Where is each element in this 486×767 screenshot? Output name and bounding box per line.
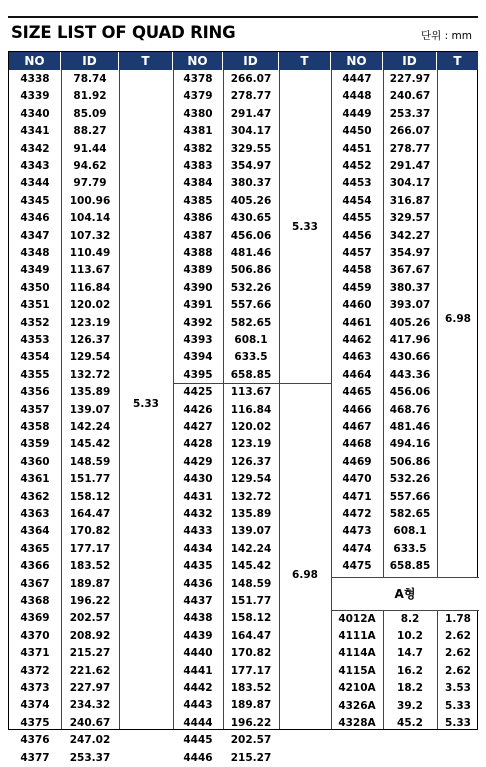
table-cell-no: 4378 [183,73,213,85]
table-cell-no: 4439 [183,629,213,642]
table-cell-id: 196.22 [230,716,272,729]
table-cell-no: 4366 [20,560,50,573]
table-cell-id: 240.67 [69,716,111,729]
table-cell-no: 4457 [342,247,372,259]
table-cell-no: 4395 [183,368,213,381]
table-cell-no: 4471 [342,490,372,503]
table-cell-no: 4460 [342,299,372,312]
table-cell-id: 221.62 [69,664,111,677]
table-cell-id: 126.37 [69,334,111,346]
table-cell-no: 4370 [20,629,50,642]
table-cell-id: 113.67 [69,264,111,277]
table-cell-no: 4338 [20,73,50,85]
table-cell-no: 4364 [20,525,50,538]
table-cell-no: 4454 [342,194,372,207]
table-cell-id: 532.26 [230,281,272,294]
table-cell-id: 132.72 [69,368,111,381]
table-cell-id: 129.54 [69,351,111,364]
table-cell-no: 4432 [183,508,213,520]
table-cell-id: 380.37 [230,177,272,190]
table-cell-no: 4360 [20,455,50,468]
table-cell-no: 4427 [183,421,213,433]
table-cell-id: 158.12 [230,612,272,625]
table-cell-no: 4438 [183,612,213,625]
table-cell-id: 129.54 [230,473,272,486]
table-cell-no: 4358 [20,421,50,433]
table-cell-id: 126.37 [230,455,272,468]
table-cell-t: 3.53 [445,682,471,695]
table-cell-id: 145.42 [69,438,111,451]
table-cell-id: 142.24 [230,542,272,555]
table-cell-id: 354.97 [389,247,431,259]
table-cell-no: 4359 [20,438,50,451]
table-cell-no: 4437 [183,595,213,607]
table-cell-no: 4386 [183,212,213,225]
table-cell-id: 189.87 [230,699,272,712]
table-cell-id: 393.07 [389,299,431,312]
table-cell-no: 4467 [342,421,372,433]
table-cell-no: 4436 [183,577,213,590]
table-cell-no: 4380 [183,107,213,120]
table-cell-id: 380.37 [389,281,431,294]
table-cell-no: 4451 [342,142,372,155]
table-cell-id: 78.74 [73,73,107,85]
table-cell-t: 6.98 [445,312,471,325]
table-cell-id: 582.65 [389,508,431,520]
table-cell-id: 107.32 [69,229,111,242]
table-cell-id: 120.02 [69,299,111,312]
table-cell-no: 4392 [183,316,213,329]
table-cell-id: 120.02 [230,421,272,433]
table-cell-id: 123.19 [230,438,272,451]
table-cell-id: 481.46 [389,421,431,433]
table-cell-no: 4444 [183,716,213,729]
table-cell-id: 183.52 [230,682,272,694]
table-cell-no: 4387 [183,229,213,242]
table-cell-no: 4453 [342,177,372,190]
table-cell-no: 4376 [20,734,50,747]
table-cell-id: 177.17 [69,542,111,555]
table-cell-no: 4390 [183,281,213,294]
column-header: T [279,52,331,70]
table-cell-no: 4464 [342,368,372,381]
table-cell-id: 177.17 [230,664,272,677]
table-cell-no: 4447 [342,73,372,85]
grid-line [173,383,331,384]
table-cell-no: 4473 [342,525,372,538]
table-cell-id: 304.17 [389,177,431,190]
table-cell-no: 4350 [20,281,50,294]
size-table [8,51,478,764]
table-cell-no: 4445 [183,734,213,747]
column-header: NO [331,52,383,70]
table-cell-id: 608.1 [393,525,427,538]
table-cell-id: 208.92 [69,629,111,642]
table-cell-no: 4347 [20,229,50,242]
table-cell-id: 304.17 [230,125,272,138]
table-cell-id: 88.27 [73,125,107,138]
table-cell-no: 4362 [20,490,50,503]
column-header: T [437,52,479,70]
table-cell-id: 291.47 [389,160,431,172]
table-cell-id: 85.09 [73,107,107,120]
table-cell-id: 557.66 [389,490,431,503]
table-cell-id: 430.65 [230,212,272,225]
table-cell-id: 253.37 [389,107,431,120]
table-cell-no: 4434 [183,542,213,555]
table-cell-id: 329.57 [389,212,431,225]
table-cell-t: 1.78 [445,612,471,625]
table-cell-no: 4472 [342,508,372,520]
table-cell-id: 97.79 [73,177,107,190]
table-cell-id: 14.7 [397,647,423,660]
table-cell-no: 4385 [183,194,213,207]
table-cell-no: 4474 [342,542,372,555]
table-cell-id: 10.2 [397,630,423,642]
table-cell-id: 170.82 [69,525,111,538]
table-cell-no: 4114A [338,647,376,660]
table-cell-no: 4425 [183,386,213,399]
table-cell-id: 291.47 [230,107,272,120]
table-cell-no: 4111A [338,630,376,642]
table-cell-t: 6.98 [292,568,318,581]
table-cell-no: 4372 [20,664,50,677]
table-cell-no: 4448 [342,90,372,103]
table-cell-id: 189.87 [69,577,111,590]
table-cell-no: 4356 [20,386,50,399]
table-cell-id: 151.77 [69,473,111,486]
table-cell-no: 4367 [20,577,50,590]
table-cell-id: 116.84 [230,403,272,416]
table-cell-id: 240.67 [389,90,431,103]
table-cell-no: 4440 [183,647,213,660]
table-cell-t: 2.62 [445,647,471,660]
table-cell-id: 430.66 [389,351,431,364]
table-cell-no: 4470 [342,473,372,486]
table-cell-id: 405.26 [230,194,272,207]
table-cell-no: 4459 [342,281,372,294]
table-cell-no: 4426 [183,403,213,416]
table-cell-no: 4475 [342,560,372,573]
column-header: NO [9,52,61,70]
table-cell-id: 91.44 [73,142,107,155]
table-cell-id: 139.07 [69,403,111,416]
table-cell-no: 4326A [338,699,376,712]
table-cell-no: 4383 [183,160,213,172]
table-cell-id: 405.26 [389,316,431,329]
table-cell-no: 4468 [342,438,372,451]
table-cell-no: 4369 [20,612,50,625]
table-cell-id: 329.55 [230,142,272,155]
table-cell-no: 4452 [342,160,372,172]
table-cell-id: 45.2 [397,717,423,729]
table-cell-id: 227.97 [389,73,431,85]
table-cell-id: 658.85 [389,560,431,573]
table-cell-no: 4339 [20,90,50,103]
table-cell-id: 266.07 [389,125,431,138]
table-cell-t: 2.62 [445,664,471,677]
table-cell-id: 151.77 [230,595,272,607]
table-cell-no: 4388 [183,247,213,259]
table-cell-no: 4346 [20,212,50,225]
table-cell-no: 4433 [183,525,213,538]
table-cell-no: 4345 [20,194,50,207]
column-header: ID [61,52,119,70]
table-cell-id: 104.14 [69,212,111,225]
unit-label: 단위 : mm [421,30,472,42]
table-cell-id: 494.16 [389,438,431,451]
table-cell-id: 135.89 [230,508,272,520]
table-cell-id: 342.27 [389,229,431,242]
table-cell-id: 443.36 [389,368,431,381]
table-cell-no: 4442 [183,682,213,694]
table-cell-id: 557.66 [230,299,272,312]
table-cell-no: 4384 [183,177,213,190]
table-cell-id: 227.97 [69,682,111,694]
table-cell-id: 18.2 [397,682,423,695]
table-cell-id: 94.62 [73,160,107,172]
header [8,16,478,50]
column-header: T [119,52,173,70]
table-cell-no: 4363 [20,508,50,520]
table-cell-no: 4374 [20,699,50,712]
table-cell-id: 148.59 [69,455,111,468]
table-cell-id: 633.5 [234,351,268,364]
table-cell-id: 234.32 [69,699,111,712]
table-cell-id: 132.72 [230,490,272,503]
table-cell-no: 4462 [342,334,372,346]
column-header: ID [223,52,279,70]
table-cell-no: 4389 [183,264,213,277]
table-cell-no: 4348 [20,247,50,259]
table-cell-no: 4466 [342,403,372,416]
table-cell-no: 4465 [342,386,372,399]
table-cell-id: 608.1 [234,334,268,346]
table-cell-id: 164.47 [69,508,111,520]
table-cell-id: 582.65 [230,316,272,329]
table-cell-no: 4012A [338,612,376,625]
table-cell-id: 135.89 [69,386,111,399]
table-cell-id: 39.2 [397,699,423,712]
table-cell-no: 4458 [342,264,372,277]
table-cell-no: 4341 [20,125,50,138]
a-type-label: A형 [394,586,416,601]
table-cell-id: 113.67 [230,386,272,399]
table-cell-id: 100.96 [69,194,111,207]
table-cell-no: 4355 [20,368,50,381]
table-cell-t: 2.62 [445,630,471,642]
table-cell-id: 110.49 [69,247,111,259]
table-cell-id: 81.92 [73,90,107,103]
table-cell-id: 116.84 [69,281,111,294]
table-cell-no: 4449 [342,107,372,120]
table-cell-no: 4469 [342,455,372,468]
table-cell-no: 4328A [338,717,376,729]
table-cell-no: 4373 [20,682,50,694]
table-cell-no: 4115A [338,664,376,677]
table-cell-id: 481.46 [230,247,272,259]
table-cell-no: 4463 [342,351,372,364]
table-cell-no: 4446 [183,751,213,764]
table-cell-no: 4382 [183,142,213,155]
table-cell-no: 4431 [183,490,213,503]
table-cell-id: 278.77 [389,142,431,155]
table-cell-id: 202.57 [69,612,111,625]
table-cell-no: 4210A [338,682,376,695]
table-cell-id: 316.87 [389,194,431,207]
table-cell-id: 215.27 [69,647,111,660]
table-cell-id: 468.76 [389,403,431,416]
table-cell-no: 4381 [183,125,213,138]
grid-line [279,70,280,729]
table-cell-no: 4391 [183,299,213,312]
table-cell-id: 367.67 [389,264,431,277]
table-cell-id: 170.82 [230,647,272,660]
table-cell-no: 4377 [20,751,50,764]
table-cell-id: 354.97 [230,160,272,172]
table-cell-id: 123.19 [69,316,111,329]
table-cell-no: 4461 [342,316,372,329]
table-cell-id: 456.06 [389,386,431,399]
table-cell-id: 196.22 [69,595,111,607]
table-cell-no: 4361 [20,473,50,486]
table-cell-t: 5.33 [445,717,471,729]
table-cell-no: 4455 [342,212,372,225]
table-cell-no: 4351 [20,299,50,312]
table-cell-no: 4394 [183,351,213,364]
table-cell-id: 278.77 [230,90,272,103]
table-cell-no: 4349 [20,264,50,277]
table-cell-id: 215.27 [230,751,272,764]
table-cell-no: 4368 [20,595,50,607]
table-cell-no: 4344 [20,177,50,190]
table-cell-no: 4429 [183,455,213,468]
table-cell-no: 4430 [183,473,213,486]
column-header: NO [173,52,223,70]
table-cell-no: 4340 [20,107,50,120]
table-cell-no: 4441 [183,664,213,677]
table-cell-no: 4393 [183,334,213,346]
table-cell-no: 4435 [183,560,213,573]
table-cell-no: 4353 [20,334,50,346]
table-cell-t: 5.33 [445,699,471,712]
table-cell-id: 417.96 [389,334,431,346]
table-cell-id: 139.07 [230,525,272,538]
table-cell-id: 506.86 [230,264,272,277]
table-cell-id: 183.52 [69,560,111,573]
table-cell-no: 4357 [20,403,50,416]
table-cell-id: 633.5 [393,542,427,555]
table-cell-id: 8.2 [400,612,420,625]
table-cell-id: 148.59 [230,577,272,590]
table-cell-id: 658.85 [230,368,272,381]
table-cell-id: 456.06 [230,229,272,242]
table-cell-no: 4343 [20,160,50,172]
table-cell-no: 4352 [20,316,50,329]
table-cell-no: 4450 [342,125,372,138]
table-cell-no: 4371 [20,647,50,660]
table-cell-id: 247.02 [69,734,111,747]
table-cell-no: 4456 [342,229,372,242]
table-cell-id: 253.37 [69,751,111,764]
column-header: ID [383,52,437,70]
table-cell-id: 142.24 [69,421,111,433]
table-cell-id: 16.2 [397,664,423,677]
table-cell-no: 4375 [20,716,50,729]
table-cell-t: 5.33 [292,220,318,233]
table-cell-no: 4365 [20,542,50,555]
table-cell-id: 202.57 [230,734,272,747]
table-cell-no: 4342 [20,142,50,155]
table-cell-no: 4354 [20,351,50,364]
table-cell-id: 145.42 [230,560,272,573]
table-cell-id: 158.12 [69,490,111,503]
table-cell-id: 266.07 [230,73,272,85]
page-title: SIZE LIST OF QUAD RING [11,23,236,42]
table-cell-no: 4428 [183,438,213,451]
table-cell-id: 506.86 [389,455,431,468]
table-cell-no: 4379 [183,90,213,103]
table-cell-id: 164.47 [230,629,272,642]
table-cell-no: 4443 [183,699,213,712]
table-cell-t: 5.33 [133,398,159,411]
table-cell-id: 532.26 [389,473,431,486]
